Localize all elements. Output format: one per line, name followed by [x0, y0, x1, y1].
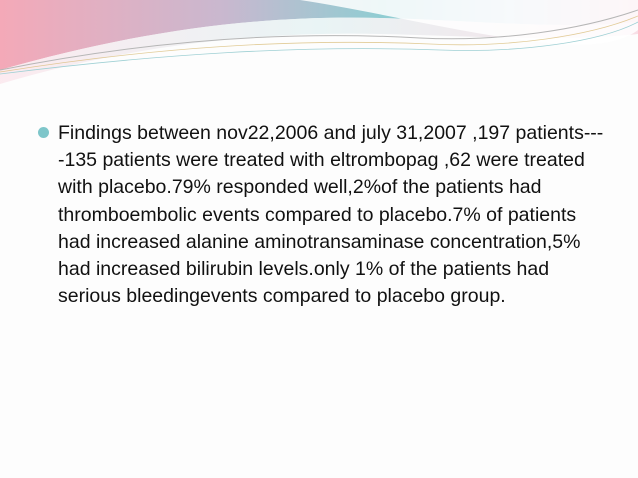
slide-body [34, 120, 614, 310]
bullet-text: Findings between nov22,2006 and july 31,2007 ,197 patients----135 patients were treated with eltrombopag ,62 were treated with placebo.79% responded well,2%of the patients had thromboembolic events compared to placebo.7% of patients had increased alanine aminotransaminase concentration,5% had increased bilirubin levels.only 1% of the patients had serious bleedingevents compared to placebo group. [58, 122, 604, 308]
bullet-item [34, 120, 614, 310]
header-wave-decoration [0, 0, 638, 110]
bullet-dot-icon [38, 127, 49, 138]
